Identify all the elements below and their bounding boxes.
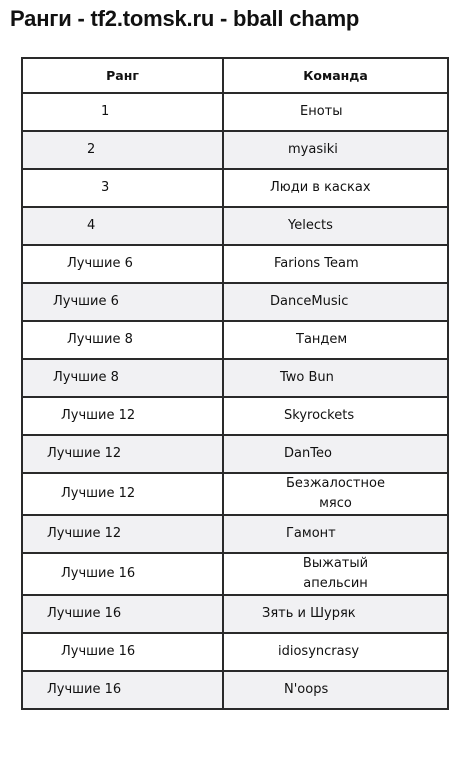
team-name: Люди в касках [270, 180, 371, 195]
table-header-row [22, 58, 448, 93]
table-row [22, 207, 448, 245]
team-column-header: Команда [223, 58, 448, 93]
rank-text: Лучшие 16 [47, 606, 122, 621]
team-name: Yelects [288, 218, 333, 233]
team-name: Гамонт [286, 526, 336, 541]
rank-text: Лучшие 8 [67, 332, 133, 347]
rank-text: Лучшие 16 [61, 566, 136, 581]
rank-cell [22, 93, 223, 131]
team-cell [223, 595, 448, 633]
rank-cell [22, 671, 223, 709]
rank-cell [22, 515, 223, 553]
team-cell [223, 283, 448, 321]
team-cell [223, 245, 448, 283]
rank-cell [22, 633, 223, 671]
table-row [22, 169, 448, 207]
rank-text: Лучшие 12 [61, 408, 136, 423]
team-cell [223, 169, 448, 207]
team-cell [223, 473, 448, 515]
team-cell [223, 515, 448, 553]
team-cell [223, 633, 448, 671]
rank-text: Лучшие 6 [67, 256, 133, 271]
table-row [22, 473, 448, 515]
table-row [22, 515, 448, 553]
rank-text: Лучшие 16 [61, 644, 136, 659]
rank-column-header: Ранг [22, 58, 223, 93]
rank-cell [22, 397, 223, 435]
table-row [22, 435, 448, 473]
rank-text: Лучшие 12 [61, 486, 136, 501]
rank-text: 4 [87, 218, 96, 233]
rank-text: Лучшие 6 [53, 294, 119, 309]
team-name: Farions Team [274, 256, 359, 271]
table-row [22, 245, 448, 283]
rank-cell [22, 169, 223, 207]
team-name: Зять и Шуряк [262, 606, 356, 621]
team-cell [223, 397, 448, 435]
team-name: Тандем [296, 332, 348, 347]
table-row [22, 397, 448, 435]
rank-cell [22, 435, 223, 473]
team-cell [223, 435, 448, 473]
table-row [22, 93, 448, 131]
page-title: Ранги - tf2.tomsk.ru - bball champ [10, 6, 360, 31]
rank-cell [22, 321, 223, 359]
team-cell [223, 131, 448, 169]
team-name: Two Bun [280, 370, 334, 385]
rank-cell [22, 245, 223, 283]
table-row [22, 553, 448, 595]
table-row [22, 633, 448, 671]
team-cell [223, 671, 448, 709]
table-row [22, 671, 448, 709]
team-name: Выжатый апельсин [302, 556, 369, 591]
team-cell [223, 207, 448, 245]
rank-cell [22, 553, 223, 595]
team-name: Безжалостное мясо [286, 476, 385, 511]
rank-cell [22, 595, 223, 633]
rank-text: 1 [101, 104, 110, 119]
team-name: idiosyncrasy [278, 644, 360, 659]
team-name: Skyrockets [284, 408, 355, 423]
rank-text: Лучшие 16 [47, 682, 122, 697]
team-cell [223, 321, 448, 359]
rank-cell [22, 283, 223, 321]
rank-text: 3 [101, 180, 110, 195]
table-row [22, 321, 448, 359]
team-cell [223, 359, 448, 397]
rank-text: Лучшие 8 [53, 370, 119, 385]
table-row [22, 131, 448, 169]
table-row [22, 595, 448, 633]
team-name: DanceMusic [270, 294, 349, 309]
team-name: DanTeo [284, 446, 332, 461]
rank-cell [22, 359, 223, 397]
rank-text: Лучшие 12 [47, 446, 122, 461]
rank-text: Лучшие 12 [47, 526, 122, 541]
team-cell [223, 553, 448, 595]
team-name: myasiki [288, 142, 338, 157]
table-row [22, 359, 448, 397]
team-name: N'oops [284, 682, 329, 697]
team-name: Еноты [300, 104, 343, 119]
rank-text: 2 [87, 142, 96, 157]
rank-cell [22, 207, 223, 245]
ranking-table [21, 57, 449, 710]
rank-cell [22, 131, 223, 169]
rank-cell [22, 473, 223, 515]
team-cell [223, 93, 448, 131]
table-row [22, 283, 448, 321]
